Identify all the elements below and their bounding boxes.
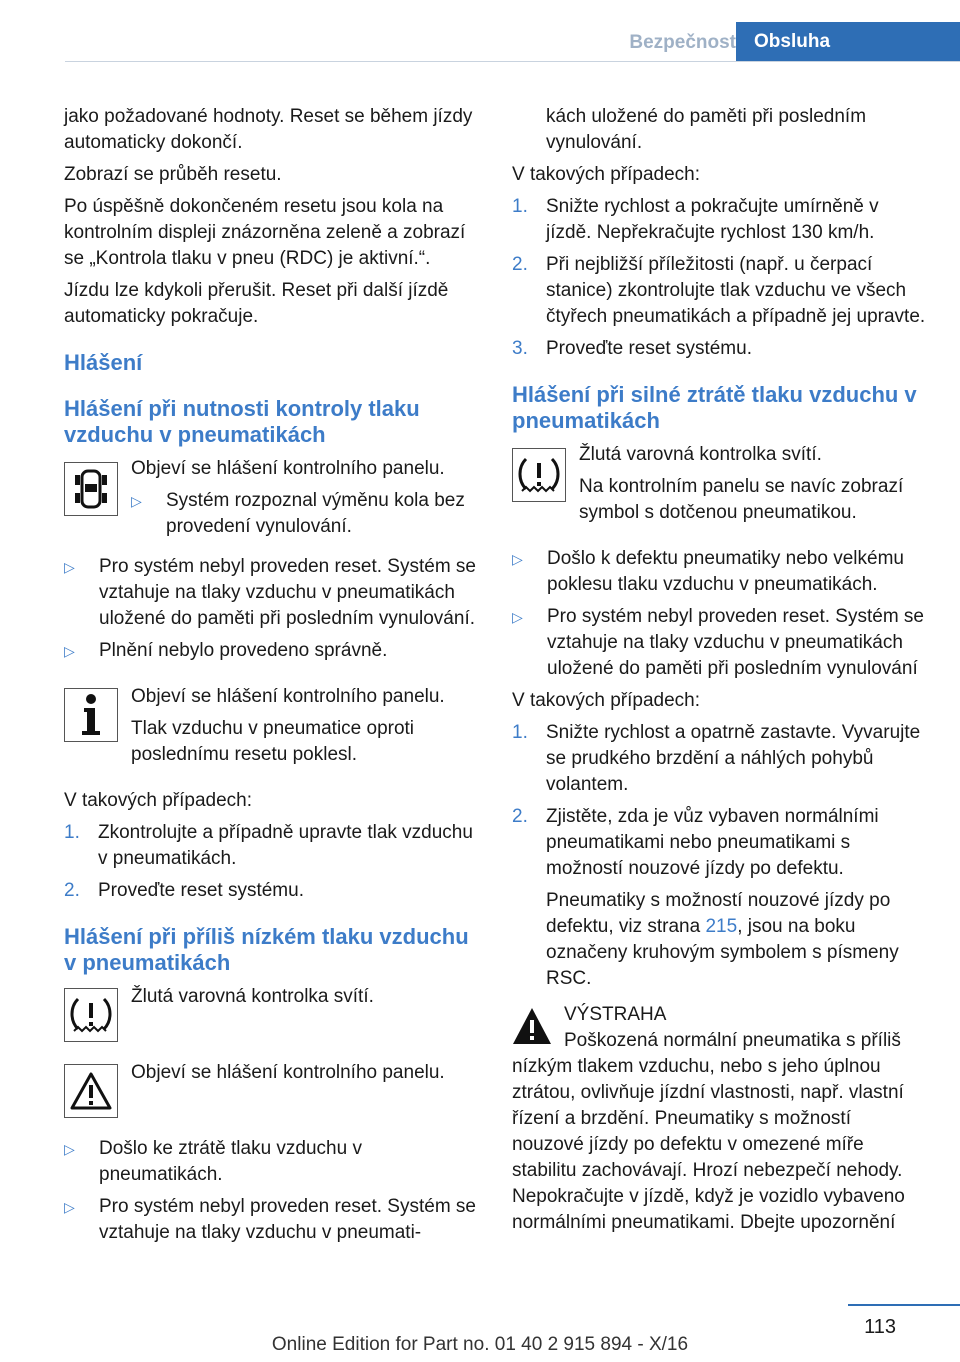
section-heading-hlaseni: Hlášení (64, 350, 143, 375)
paragraph: V takových případech: (512, 690, 700, 711)
warning-block (512, 1002, 926, 1236)
right-column (512, 104, 926, 1242)
left-column (64, 104, 478, 1252)
list-item: 1. Snižte rychlost a pokračujte umírněně v jízdě. Nepřekračujte rychlost 130 km/h. (512, 196, 879, 243)
bullet-triangle-icon: ▷ (64, 1141, 75, 1157)
header-rule (65, 61, 960, 62)
icon-description: Na kontrolním panelu se navíc zobrazí symbol s dotčenou pneumatikou. (579, 476, 904, 523)
warning-triangle-icon (64, 1064, 118, 1118)
page-header (0, 22, 960, 62)
list-item: 2. Zjistěte, zda je vůz vybaven normálními pneumatikami nebo pneumatikami s možností nouzové jízdy po defektu. Pneumatiky s možností nouzové jízdy po defektu, viz strana 215, jsou na boku označeny kruhovým symbolem s písmeny RSC. (512, 804, 926, 992)
page-number: 113 (864, 1316, 896, 1338)
list-item: ▷ Došlo k defektu pneumatiky nebo velkému poklesu tlaku vzduchu v pneumatikách. (512, 548, 904, 595)
icon-description: Objeví se hlášení kontrolního panelu. (131, 1062, 445, 1083)
list-item: 1. Zkontrolujte a případně upravte tlak vzduchu v pneumatikách. (64, 822, 473, 869)
paragraph: V takových případech: (64, 790, 252, 811)
car-tire-icon (64, 462, 118, 516)
bullet-triangle-icon: ▷ (131, 493, 142, 509)
icon-description: Objeví se hlášení kontrolního panelu. (131, 686, 445, 707)
info-icon (64, 688, 118, 742)
footer-edition-text: Online Edition for Part no. 01 40 2 915 894 - X/16 (271, 1334, 689, 1355)
numbered-list (64, 820, 478, 904)
tpms-warning-icon (512, 448, 566, 502)
numbered-list (512, 194, 926, 362)
bullet-list (64, 554, 478, 664)
tpms-warning-icon (64, 988, 118, 1042)
list-item: ▷ Pro systém nebyl proveden reset. Systém se vztahuje na tlaky vzduchu v pneumatikách uložené do paměti při posledním vynulování. (64, 556, 476, 629)
bullet-triangle-icon: ▷ (512, 551, 523, 567)
list-item: ▷ Došlo ke ztrátě tlaku vzduchu v pneumatikách. (64, 1138, 362, 1185)
tpms-icon-row (512, 442, 926, 532)
tab-bezpecnost[interactable]: Bezpečnost (629, 32, 736, 53)
list-item: 3. Proveďte reset systému. (512, 338, 752, 359)
paragraph: Zobrazí se průběh resetu. (64, 164, 282, 185)
bullet-triangle-icon: ▷ (64, 643, 75, 659)
bullet-triangle-icon: ▷ (64, 1199, 75, 1215)
bullet-triangle-icon: ▷ (512, 609, 523, 625)
bullet-list (64, 1136, 478, 1246)
paragraph: Jízdu lze kdykoli přerušit. Reset při další jízdě automaticky pokračuje. (64, 280, 449, 327)
list-item: 2. Proveďte reset systému. (64, 880, 304, 901)
tab-obsluha[interactable]: Obsluha (736, 22, 960, 62)
list-item: ▷ Pro systém nebyl proveden reset. Systém se vztahuje na tlaky vzduchu v pneumati- (64, 1196, 476, 1243)
bullet-list (512, 546, 926, 682)
page-link-215[interactable]: 215 (705, 916, 738, 937)
paragraph: V takových případech: (512, 164, 700, 185)
list-item: 2. Při nejbližší příležitosti (např. u čerpací stanice) zkontrolujte tlak vzduchu ve všech čtyřech pneumatikách a případně jej upravte. (512, 254, 926, 327)
page-number-rule (848, 1304, 960, 1306)
icon-description: Žlutá varovná kontrolka svítí. (579, 444, 822, 465)
list-item: ▷ Systém rozpoznal výměnu kola bez provedení vynulování. (131, 490, 465, 537)
icon-description: Žlutá varovná kontrolka svítí. (131, 986, 374, 1007)
paragraph: jako požadované hodnoty. Reset se během jízdy automaticky dokončí. (64, 106, 473, 153)
paragraph: Po úspěšně dokončeném resetu jsou kola na kontrolním displeji znázorněna zeleně a zobrazí se „Kontrola tlaku v pneu (RDC) je aktivní.“. (64, 196, 466, 269)
subsection-heading-nizky-tlak: Hlášení při příliš nízkém tlaku vzduchu v pneumatikách (64, 924, 469, 975)
car-icon-row (64, 456, 478, 546)
subsection-heading-kontrola: Hlášení při nutnosti kontroly tlaku vzduchu v pneumatikách (64, 396, 420, 447)
icon-description: Objeví se hlášení kontrolního panelu. (131, 458, 445, 479)
bullet-triangle-icon: ▷ (64, 559, 75, 575)
subsection-heading-silna-ztrata: Hlášení při silné ztrátě tlaku vzduchu v pneumatikách (512, 382, 917, 433)
list-item: 1. Snižte rychlost a opatrně zastavte. Vyvarujte se prudkého brzdění a náhlých pohybů volantem. (512, 722, 921, 795)
list-item: ▷ Pro systém nebyl proveden reset. Systém se vztahuje na tlaky vzduchu v pneumatikách uložené do paměti při posledním vynulování (512, 606, 924, 679)
icon-description: Tlak vzduchu v pneumatice oproti poslednímu resetu poklesl. (131, 718, 415, 765)
warning-triangle-icon (512, 1006, 552, 1046)
warning-text: nízkým tlakem vzduchu, nebo s jeho úplnou ztrátou, ovlivňuje jízdní vlastnosti, např. vlastní řízení a brzdění. Pneumatiky s možností nouzové jízdy po defektu v omezené míře stabilitu zachovávají. Hrozí nebezpečí nehody. Nepokračujte v jízdě, když je vozidlo vybaveno normálními pneumatikami. Dbejte upozornění (512, 1056, 905, 1233)
paragraph: kách uložené do paměti při posledním vynulování. (546, 106, 867, 153)
warning-text: Poškozená normální pneumatika s příliš (564, 1030, 901, 1051)
tpms-icon-row (64, 984, 478, 1042)
list-item: ▷ Plnění nebylo provedeno správně. (64, 638, 478, 664)
info-icon-row (64, 684, 478, 774)
numbered-list (512, 720, 926, 992)
warning-title: VÝSTRAHA (564, 1004, 667, 1025)
list-sub-paragraph: Pneumatiky s možností nouzové jízdy po defektu, viz strana 215, jsou na boku označeny kruhovým symbolem s písmeny RSC. (546, 890, 899, 989)
warning-icon-row (64, 1060, 478, 1118)
